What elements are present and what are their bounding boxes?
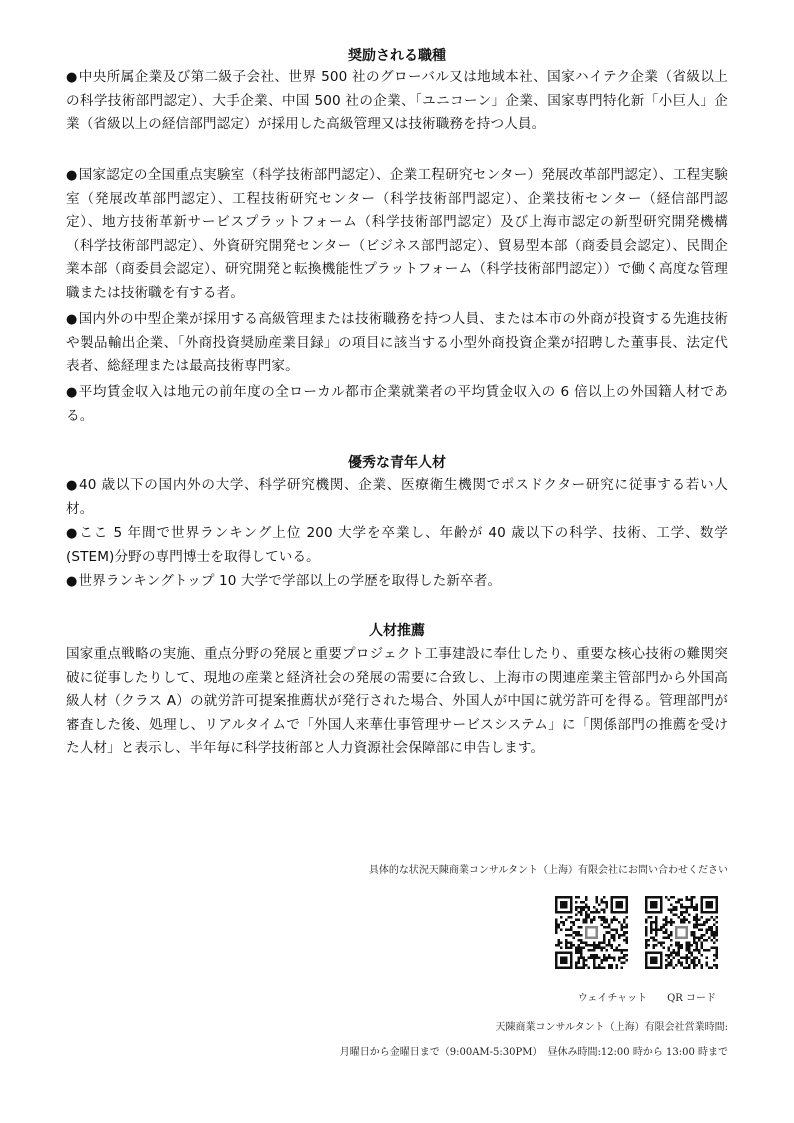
- bullet-text: ここ 5 年間で世界ランキング上位 200 大学を卒業し、年齢が 40 歳以下の科学、技術、工学、数学(STEM)分野の専門博士を取得している。: [66, 525, 728, 565]
- qr-code-icon: [645, 896, 718, 969]
- recommend-paragraph: 国家重点戦略の実施、重点分野の発展と重要プロジェクト工事建設に奉仕したり、重要な核心技術の難関突破に従事したりして、現地の産業と経済社会の発展の需要に合致し、上海市の関連産業主管部門から外国高級人材（クラス A）の就労許可提案推薦状が発行された場合、外国人が中国に就労許可を得る。管理部門が審査した後、処理し、リアルタイムで「外国人来華仕事管理サービスシステム」に「関係部門の推薦を受けた人材」と表示し、半年毎に科学技術部と人力資源社会保障部に申告します。: [66, 646, 728, 757]
- section-title-encouraged: 奨励される職種: [348, 48, 446, 64]
- list-item: [66, 474, 728, 521]
- bullet-icon: ●: [66, 478, 79, 493]
- bullet-text: 国家認定の全国重点実験室（科学技術部門認定）、企業工程研究センター）発展改革部門認定）、工程実験室（発展改革部門認定）、工程技術研究センター（科学技術部門認定）、企業技術センター（経信部門認定）、地方技術革新サービスプラットフォーム（科学技術部門認定）及び上海市認定の新型研究開発機構（科学技術部門認定）、外資研究開発センター（ビジネス部門認定）、貿易型本部（商委員会認定）、民間企業本部（商委員会認定）、研究開発と転換機能性プラットフォーム（科学技術部門認定））で働く高度な管理職または技術職を有する者。: [66, 167, 728, 301]
- list-item: [66, 308, 728, 379]
- bullet-text: 40 歳以下の国内外の大学、科学研究機関、企業、医療衛生機関でポスドクター研究に従事する若い人材。: [66, 477, 728, 517]
- bullet-icon: ●: [66, 168, 78, 183]
- bullet-icon: ●: [66, 574, 78, 589]
- list-item: [66, 522, 728, 569]
- list-item: [66, 66, 728, 137]
- wechat-qr-code: [555, 896, 628, 969]
- qr-caption: ウェイチャット QR コード: [577, 993, 716, 1004]
- business-hours-title: 天陳商業コンサルタント（上海）有限会社営業時間:: [495, 1022, 728, 1033]
- bullet-icon: ●: [66, 70, 78, 85]
- bullet-text: 平均賃金収入は地元の前年度の全ローカル都市企業就業者の平均賃金収入の 6 倍以上の外国籍人材である。: [66, 384, 728, 424]
- section-title-youth: 優秀な青年人材: [348, 455, 446, 471]
- contact-text: 具体的な状況天陳商業コンサルタント（上海）有限会社にお問い合わせください: [368, 865, 728, 876]
- bullet-icon: ●: [66, 526, 79, 541]
- list-item: [66, 570, 728, 594]
- bullet-text: 国内外の中型企業が採用する高級管理または技術職務を持つ人員、または本市の外商が投資する先進技術や製品輸出企業、「外商投資奨励産業目録」の項目に該当する小型外商投資企業が招聘した董事長、法定代表者、総経理または最高技術専門家。: [66, 311, 728, 375]
- list-item: [66, 381, 728, 428]
- bullet-text: 中央所属企業及び第二級子会社、世界 500 社のグローバル又は地域本社、国家ハイテク企業（省級以上の科学技術部門認定）、大手企業、中国 500 社の企業、「ユニコーン」企業、国家専門特化新「小巨人」企業（省級以上の経信部門認定）が採用した高級管理又は技術職務を持つ人員。: [66, 69, 728, 133]
- bullet-text: 世界ランキングトップ 10 大学で学部以上の学歴を取得した新卒者。: [78, 573, 502, 589]
- business-hours: 月曜日から金曜日まで（9:00AM-5:30PM） 昼休み時間:12:00 時から 13:00 時まで: [339, 1047, 728, 1058]
- bullet-icon: ●: [66, 312, 78, 327]
- bullet-icon: ●: [66, 385, 78, 400]
- section-title-recommend: 人材推薦: [369, 623, 425, 639]
- list-item: [66, 164, 728, 306]
- qr-code-icon: [555, 896, 628, 969]
- qr-code: [645, 896, 718, 969]
